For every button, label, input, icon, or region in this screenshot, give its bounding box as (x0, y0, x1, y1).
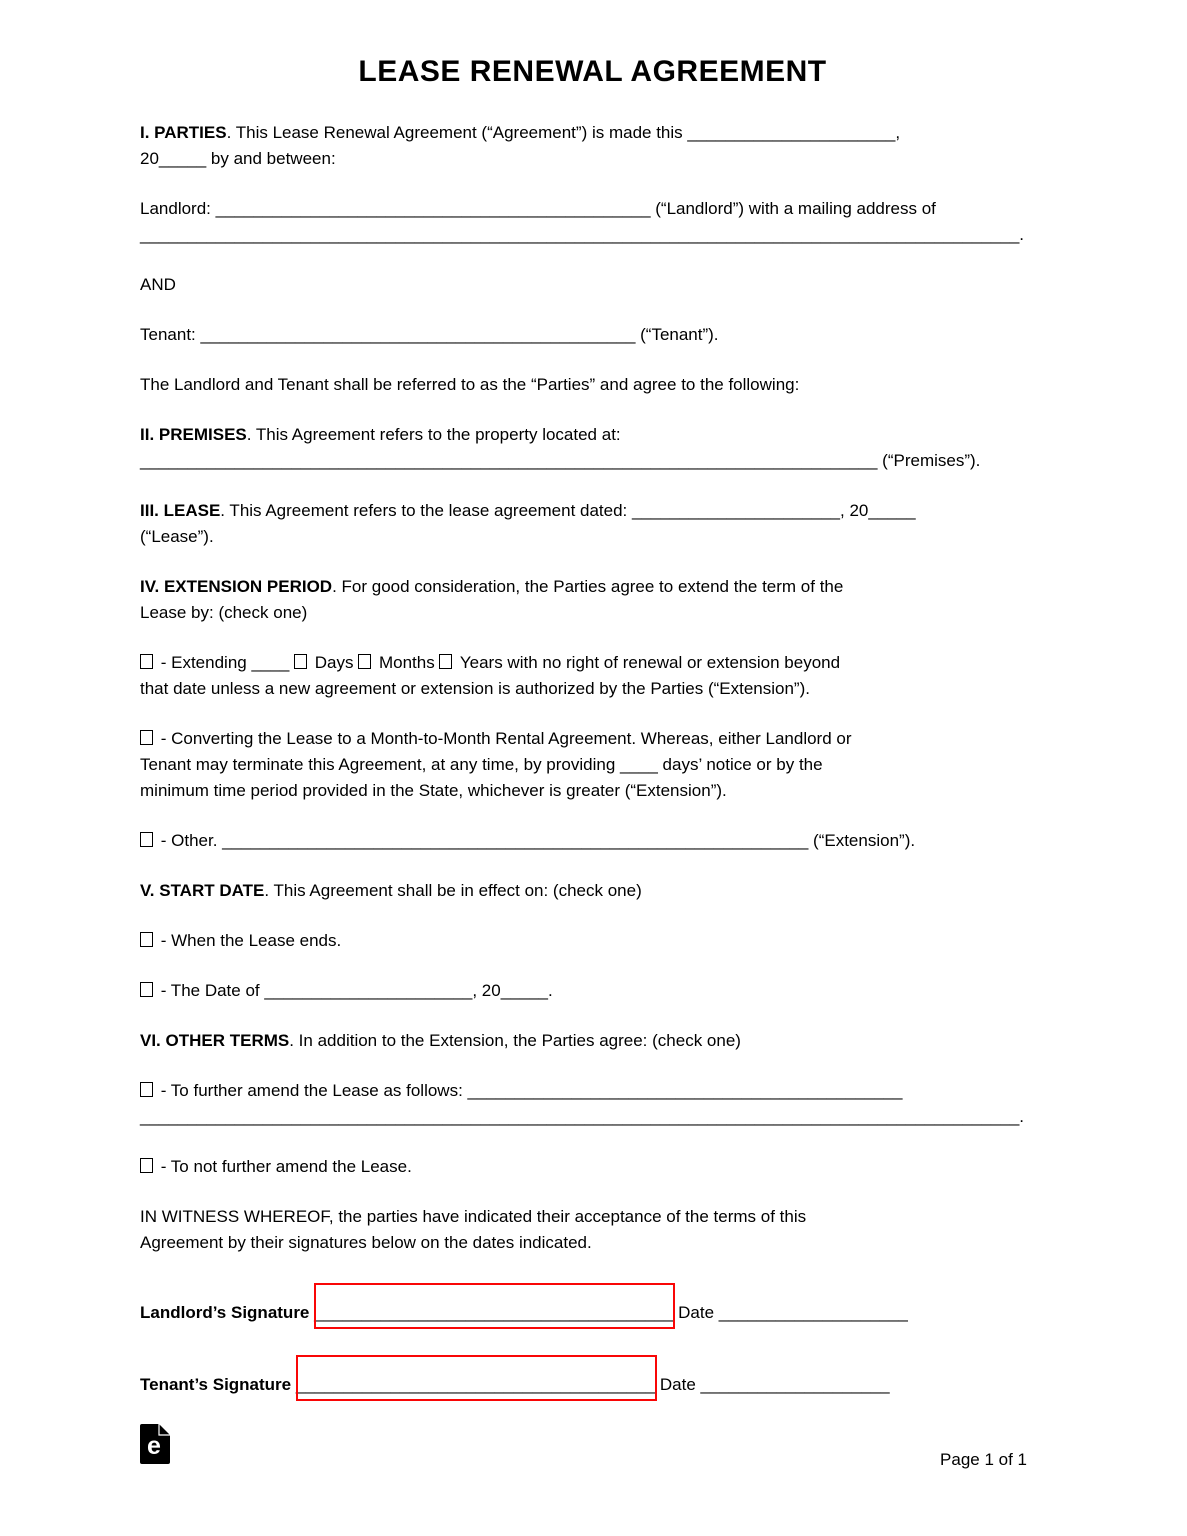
witness-clause (140, 1204, 1045, 1256)
days-label: Days (314, 653, 354, 672)
premises-heading: II. PREMISES (140, 425, 247, 444)
page-title: LEASE RENEWAL AGREEMENT (358, 55, 827, 88)
extension-body: . For good consideration, the Parties agree to extend the term of the (332, 577, 844, 596)
tenant-line (140, 322, 1045, 348)
month-to-month-checkbox[interactable] (140, 730, 153, 745)
months-checkbox[interactable] (358, 654, 371, 669)
page-number: Page 1 of 1 (940, 1450, 1027, 1469)
section-parties (140, 120, 1045, 172)
section-extension-period (140, 574, 1045, 626)
option-not-amend (140, 1154, 1045, 1180)
when-lease-ends-text: - When the Lease ends. (160, 931, 342, 950)
lease-body-line2: (“Lease”). (140, 527, 214, 546)
option-further-amend (140, 1078, 1045, 1130)
tenant-signature-label: Tenant’s Signature (140, 1375, 292, 1394)
logo-letter: e (147, 1432, 161, 1460)
other-checkbox[interactable] (140, 832, 153, 847)
tenant-date-label: Date (659, 1375, 696, 1394)
section-lease (140, 498, 1045, 550)
option-when-lease-ends (140, 928, 1045, 954)
landlord-line (140, 196, 1045, 248)
tenant-signature-row (140, 1372, 1045, 1398)
other-terms-body: . In addition to the Extension, the Parties agree: (check one) (289, 1031, 741, 1050)
landlord-signature-field[interactable] (314, 1283, 675, 1329)
section-other-terms (140, 1028, 1045, 1054)
tenant-date-line: ____________________ (700, 1375, 890, 1394)
start-date-heading: V. START DATE (140, 881, 265, 900)
not-amend-text: - To not further amend the Lease. (160, 1157, 412, 1176)
extension-heading: IV. EXTENSION PERIOD (140, 577, 333, 596)
other-text: - Other. ______________________________________________________________ (“Extension”). (160, 831, 916, 850)
landlord-date-label: Date (678, 1303, 715, 1322)
lease-body: . This Agreement refers to the lease agreement dated: ______________________, 20_____ (220, 501, 916, 520)
when-lease-ends-checkbox[interactable] (140, 932, 153, 947)
days-checkbox[interactable] (294, 654, 307, 669)
extending-text-line2: that date unless a new agreement or extension is authorized by the Parties (“Extension”). (140, 679, 810, 698)
further-amend-checkbox[interactable] (140, 1082, 153, 1097)
extending-checkbox[interactable] (140, 654, 153, 669)
extending-text: - Extending ____ (160, 653, 290, 672)
landlord-signature-line: ______________________________________ (314, 1300, 673, 1326)
witness-line1: IN WITNESS WHEREOF, the parties have indicated their acceptance of the terms of this (140, 1207, 807, 1226)
tenant-name-blank: Tenant: ______________________________________________ (“Tenant”). (140, 325, 719, 344)
landlord-name-blank: Landlord: ______________________________________________ (“Landlord”) with a mailing address of (140, 199, 936, 218)
other-terms-heading: VI. OTHER TERMS (140, 1031, 290, 1050)
section-start-date (140, 878, 1045, 904)
parties-note: The Landlord and Tenant shall be referred to as the “Parties” and agree to the following: (140, 375, 800, 394)
page-footer (140, 1424, 1045, 1469)
not-amend-checkbox[interactable] (140, 1158, 153, 1173)
month-to-month-line3: minimum time period provided in the State, whichever is greater (“Extension”). (140, 781, 727, 800)
lease-heading: III. LEASE (140, 501, 221, 520)
eforms-logo-icon (140, 1424, 170, 1464)
option-start-date (140, 978, 1045, 1004)
months-label: Months (378, 653, 435, 672)
further-amend-blank-line2: _____________________________________________________________________________________________. (140, 1107, 1024, 1126)
start-date-body: . This Agreement shall be in effect on: (check one) (264, 881, 642, 900)
month-to-month-line2: Tenant may terminate this Agreement, at any time, by providing ____ days’ notice or by the (140, 755, 823, 774)
years-checkbox[interactable] (439, 654, 452, 669)
month-to-month-line1: - Converting the Lease to a Month-to-Month Rental Agreement. Whereas, either Landlord or (160, 729, 852, 748)
premises-address-blank: ______________________________________________________________________________ (“Premises”). (140, 451, 981, 470)
landlord-date-line: ____________________ (718, 1303, 908, 1322)
premises-body: . This Agreement refers to the property located at: (246, 425, 621, 444)
witness-line2: Agreement by their signatures below on the dates indicated. (140, 1233, 592, 1252)
parties-body-line2: 20_____ by and between: (140, 149, 336, 168)
landlord-signature-row (140, 1300, 1045, 1326)
section-premises (140, 422, 1045, 474)
parties-body-line1: . This Lease Renewal Agreement (“Agreement”) is made this ______________________, (226, 123, 901, 142)
start-date-checkbox[interactable] (140, 982, 153, 997)
parties-heading: I. PARTIES (140, 123, 227, 142)
tenant-signature-field[interactable] (296, 1355, 657, 1401)
landlord-address-blank: _____________________________________________________________________________________________. (140, 225, 1024, 244)
option-extending (140, 650, 1045, 702)
further-amend-text: - To further amend the Lease as follows: ______________________________________________ (160, 1081, 903, 1100)
option-month-to-month (140, 726, 1045, 804)
and-separator: AND (140, 275, 176, 294)
start-date-text: - The Date of ______________________, 20_____. (160, 981, 553, 1000)
option-other (140, 828, 1045, 854)
extension-body-line2: Lease by: (check one) (140, 603, 308, 622)
years-text: Years with no right of renewal or extension beyond (459, 653, 841, 672)
tenant-signature-line: ______________________________________ (296, 1372, 655, 1398)
landlord-signature-label: Landlord’s Signature (140, 1303, 310, 1322)
